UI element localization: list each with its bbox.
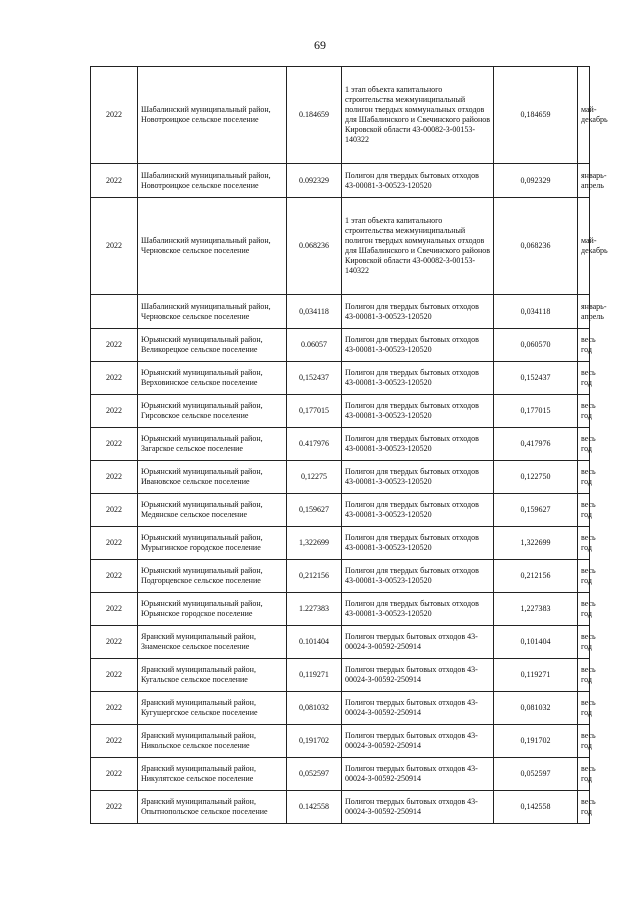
facility-cell: Полигон твердых бытовых отходов 43-00024-З-00592-250914	[342, 758, 494, 791]
volume-received-cell: 0,119271	[494, 659, 578, 692]
volume-received-cell: 0,142558	[494, 791, 578, 824]
volume-cell: 0,12275	[287, 461, 342, 494]
table-row	[91, 560, 590, 593]
facility-cell: Полигон для твердых бытовых отходов 43-00081-З-00523-120520	[342, 329, 494, 362]
table-row	[91, 527, 590, 560]
volume-cell: 0,052597	[287, 758, 342, 791]
period-cell: весь год	[578, 791, 590, 824]
period-cell: весь год	[578, 659, 590, 692]
facility-cell: Полигон для твердых бытовых отходов 43-00081-З-00523-120520	[342, 593, 494, 626]
volume-cell: 0.068236	[287, 198, 342, 295]
volume-received-cell: 0,060570	[494, 329, 578, 362]
volume-cell: 0.417976	[287, 428, 342, 461]
volume-cell: 0,212156	[287, 560, 342, 593]
facility-cell: Полигон для твердых бытовых отходов 43-00081-З-00523-120520	[342, 295, 494, 329]
period-cell: весь год	[578, 527, 590, 560]
area-cell: Юрьянский муниципальный район, Мурыгинское городское поселение	[138, 527, 287, 560]
page-number: 69	[314, 38, 326, 52]
period-cell: январь-апрель	[578, 295, 590, 329]
volume-received-cell: 0,101404	[494, 626, 578, 659]
year-cell: 2022	[91, 758, 138, 791]
volume-received-cell: 0,092329	[494, 164, 578, 198]
facility-cell: Полигон твердых бытовых отходов 43-00024-З-00592-250914	[342, 692, 494, 725]
volume-cell: 0,177015	[287, 395, 342, 428]
year-cell	[91, 295, 138, 329]
facility-cell: 1 этап объекта капитального строительства межмуниципальный полигон твердых коммунальных отходов для Шабалинского и Свечинского районов Кировской области 43-00082-З-00153-140322	[342, 67, 494, 164]
year-cell: 2022	[91, 692, 138, 725]
volume-cell: 0.184659	[287, 67, 342, 164]
facility-cell: Полигон для твердых бытовых отходов 43-00081-З-00523-120520	[342, 560, 494, 593]
volume-cell: 0.101404	[287, 626, 342, 659]
year-cell: 2022	[91, 593, 138, 626]
volume-received-cell: 0,417976	[494, 428, 578, 461]
area-cell: Юрьянский муниципальный район, Подгорцевское сельское поселение	[138, 560, 287, 593]
facility-cell: Полигон твердых бытовых отходов 43-00024-З-00592-250914	[342, 659, 494, 692]
facility-cell: Полигон для твердых бытовых отходов 43-00081-З-00523-120520	[342, 164, 494, 198]
facility-cell: Полигон для твердых бытовых отходов 43-00081-З-00523-120520	[342, 494, 494, 527]
area-cell: Юрьянский муниципальный район, Юрьянское городское поселение	[138, 593, 287, 626]
year-cell: 2022	[91, 725, 138, 758]
facility-cell: Полигон твердых бытовых отходов 43-00024-З-00592-250914	[342, 626, 494, 659]
table-row	[91, 758, 590, 791]
area-cell: Юрьянский муниципальный район, Гирсовское сельское поселение	[138, 395, 287, 428]
area-cell: Юрьянский муниципальный район, Медянское сельское поселение	[138, 494, 287, 527]
period-cell: весь год	[578, 329, 590, 362]
year-cell: 2022	[91, 527, 138, 560]
year-cell: 2022	[91, 329, 138, 362]
facility-cell: Полигон твердых бытовых отходов 43-00024-З-00592-250914	[342, 725, 494, 758]
table-row	[91, 295, 590, 329]
table-row	[91, 329, 590, 362]
volume-cell: 1,322699	[287, 527, 342, 560]
year-cell: 2022	[91, 428, 138, 461]
volume-cell: 0.06057	[287, 329, 342, 362]
volume-cell: 0,081032	[287, 692, 342, 725]
period-cell: весь год	[578, 428, 590, 461]
period-cell: весь год	[578, 725, 590, 758]
table-row	[91, 461, 590, 494]
year-cell: 2022	[91, 494, 138, 527]
area-cell: Яранский муниципальный район, Никулятское сельское поселение	[138, 758, 287, 791]
facility-cell: Полигон для твердых бытовых отходов 43-00081-З-00523-120520	[342, 362, 494, 395]
period-cell: весь год	[578, 758, 590, 791]
period-cell: весь год	[578, 692, 590, 725]
area-cell: Юрьянский муниципальный район, Верховинское сельское поселение	[138, 362, 287, 395]
year-cell: 2022	[91, 67, 138, 164]
area-cell: Яранский муниципальный район, Опытнопольское сельское поселение	[138, 791, 287, 824]
period-cell: май-декабрь	[578, 198, 590, 295]
period-cell: весь год	[578, 461, 590, 494]
volume-received-cell: 0,212156	[494, 560, 578, 593]
table-row	[91, 593, 590, 626]
period-cell: весь год	[578, 626, 590, 659]
period-cell: май-декабрь	[578, 67, 590, 164]
area-cell: Яранский муниципальный район, Кугушергское сельское поселение	[138, 692, 287, 725]
period-cell: весь год	[578, 560, 590, 593]
volume-cell: 0,034118	[287, 295, 342, 329]
period-cell: весь год	[578, 395, 590, 428]
volume-cell: 0.142558	[287, 791, 342, 824]
period-cell: весь год	[578, 593, 590, 626]
facility-cell: Полигон для твердых бытовых отходов 43-00081-З-00523-120520	[342, 461, 494, 494]
area-cell: Шабалинский муниципальный район, Новотроицкое сельское поселение	[138, 67, 287, 164]
area-cell: Шабалинский муниципальный район, Черновское сельское поселение	[138, 198, 287, 295]
area-cell: Шабалинский муниципальный район, Новотроицкое сельское поселение	[138, 164, 287, 198]
table-row	[91, 395, 590, 428]
volume-cell: 0,191702	[287, 725, 342, 758]
table-row	[91, 791, 590, 824]
volume-cell: 0,159627	[287, 494, 342, 527]
area-cell: Юрьянский муниципальный район, Загарское сельское поселение	[138, 428, 287, 461]
year-cell: 2022	[91, 164, 138, 198]
year-cell: 2022	[91, 362, 138, 395]
volume-received-cell: 0,177015	[494, 395, 578, 428]
table-row	[91, 198, 590, 295]
volume-received-cell: 0,184659	[494, 67, 578, 164]
volume-received-cell: 0,081032	[494, 692, 578, 725]
volume-received-cell: 0,034118	[494, 295, 578, 329]
table-row	[91, 362, 590, 395]
table-row	[91, 626, 590, 659]
facility-cell: Полигон для твердых бытовых отходов 43-00081-З-00523-120520	[342, 428, 494, 461]
facility-cell: 1 этап объекта капитального строительства межмуниципальный полигон твердых коммунальных отходов для Шабалинского и Свечинского районов Кировской области 43-00082-З-00153-140322	[342, 198, 494, 295]
volume-cell: 1.227383	[287, 593, 342, 626]
table-row	[91, 659, 590, 692]
period-cell: весь год	[578, 494, 590, 527]
volume-received-cell: 0,152437	[494, 362, 578, 395]
table-row	[91, 692, 590, 725]
table-row	[91, 725, 590, 758]
table-row	[91, 428, 590, 461]
area-cell: Яранский муниципальный район, Знаменское сельское поселение	[138, 626, 287, 659]
volume-cell: 0,119271	[287, 659, 342, 692]
volume-cell: 0.092329	[287, 164, 342, 198]
volume-received-cell: 0,052597	[494, 758, 578, 791]
waste-volume-table	[90, 66, 608, 824]
facility-cell: Полигон для твердых бытовых отходов 43-00081-З-00523-120520	[342, 395, 494, 428]
table-row	[91, 67, 590, 164]
period-cell: январь-апрель	[578, 164, 590, 198]
year-cell: 2022	[91, 626, 138, 659]
table-row	[91, 164, 590, 198]
facility-cell: Полигон для твердых бытовых отходов 43-00081-З-00523-120520	[342, 527, 494, 560]
area-cell: Юрьянский муниципальный район, Ивановское сельское поселение	[138, 461, 287, 494]
volume-received-cell: 0,068236	[494, 198, 578, 295]
year-cell: 2022	[91, 395, 138, 428]
year-cell: 2022	[91, 791, 138, 824]
year-cell: 2022	[91, 659, 138, 692]
volume-received-cell: 0,191702	[494, 725, 578, 758]
area-cell: Юрьянский муниципальный район, Великорецкое сельское поселение	[138, 329, 287, 362]
volume-received-cell: 0,122750	[494, 461, 578, 494]
volume-received-cell: 0,159627	[494, 494, 578, 527]
area-cell: Яранский муниципальный район, Кугальское сельское поселение	[138, 659, 287, 692]
year-cell: 2022	[91, 198, 138, 295]
year-cell: 2022	[91, 560, 138, 593]
facility-cell: Полигон твердых бытовых отходов 43-00024-З-00592-250914	[342, 791, 494, 824]
year-cell: 2022	[91, 461, 138, 494]
area-cell: Яранский муниципальный район, Никольское сельское поселение	[138, 725, 287, 758]
period-cell: весь год	[578, 362, 590, 395]
area-cell: Шабалинский муниципальный район, Черновское сельское поселение	[138, 295, 287, 329]
volume-cell: 0,152437	[287, 362, 342, 395]
volume-received-cell: 1,322699	[494, 527, 578, 560]
table-row	[91, 494, 590, 527]
volume-received-cell: 1,227383	[494, 593, 578, 626]
